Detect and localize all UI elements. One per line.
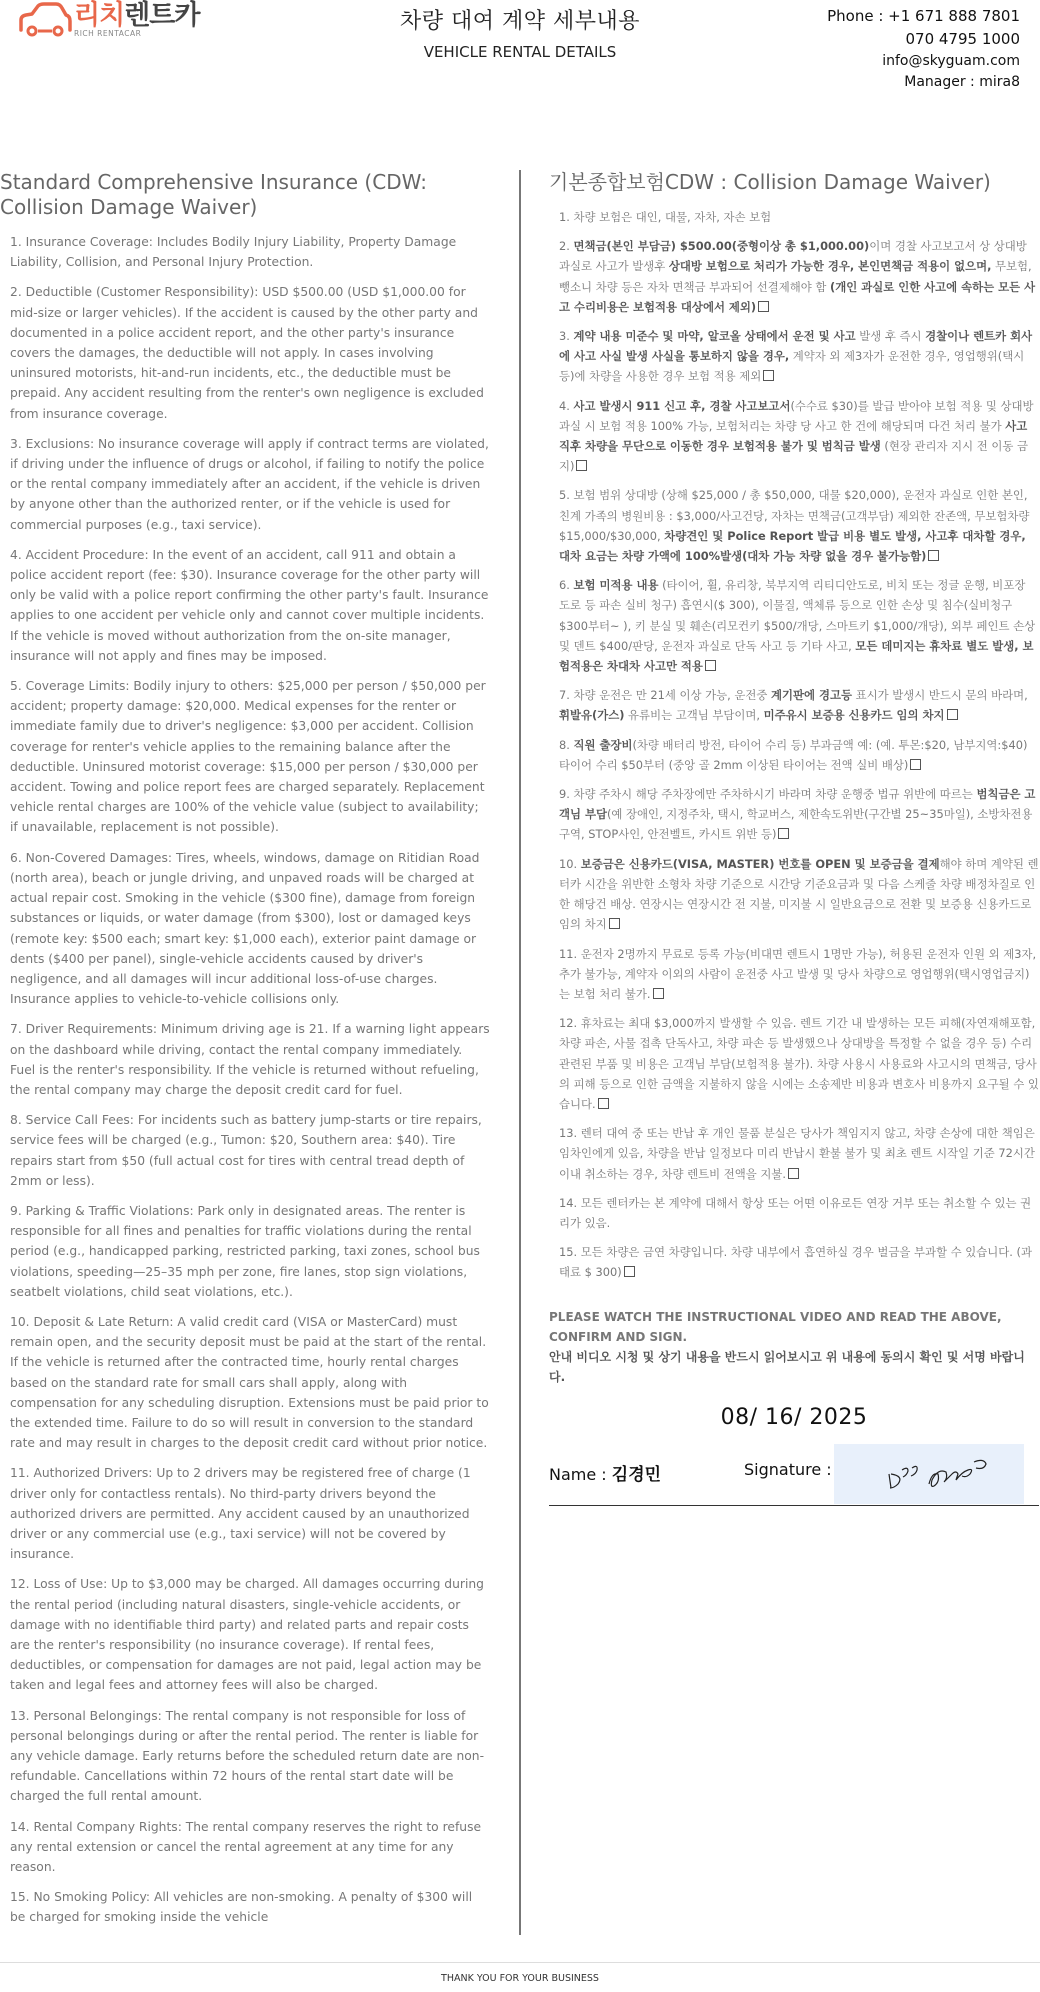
agree-checkbox-11[interactable] [653,988,664,999]
signature-pad[interactable] [834,1444,1024,1504]
en-term-1: 1. Insurance Coverage: Includes Bodily Injury Liability, Property Damage Liability, Collision, and Personal Injury Protection. [10,235,457,270]
agree-checkbox-8[interactable] [910,759,921,770]
car-logo-icon [18,2,72,42]
header [0,0,1040,100]
agree-checkbox-4[interactable] [576,460,587,471]
agree-checkbox-9[interactable] [778,828,789,839]
korean-section-title: 기본종합보험CDW : Collision Damage Waiver) [549,170,991,194]
en-term-3: 3. Exclusions: No insurance coverage will apply if contract terms are violated, if driving under the influence of drugs or alcohol, if failing to notify the police or the rental company immediately after an accident, if the vehicle is driven by anyone other than the authorized renter, or if the vehicle is used for commercial purposes (e.g., taxi service). [10,436,489,532]
footer-divider [0,1962,1040,1963]
signature-label: Signature : [744,1459,832,1479]
en-term-4: 4. Accident Procedure: In the event of an accident, call 911 and obtain a police accident report (fee: $30). Insurance coverage for the other party will only be valid with a police report confirming the other party's fault. Insurance applies to one accident per vehicle only and cannot cover multiple incidents. If the vehicle is moved without authorization from the on-site manager, insurance will not apply and fines may be imposed. [10,547,489,663]
agree-checkbox-6[interactable] [705,660,716,671]
en-term-5: 5. Coverage Limits: Bodily injury to others: $25,000 per person / $50,000 per accident; property damage: $20,000. Medical expenses for the renter or immediate family due to driver's negligence: $3,000 per accident. Collision coverage for renter's vehicle applies to the remaining balance after the deductible. Uninsured motorist coverage: $15,000 per person / $30,000 per accident. Towing and police report fees are charged separately. Replacement vehicle rental charges are 100% of the vehicle value (subject to availability; if unavailable, replacement is not possible). [10,679,486,835]
english-section-title: Standard Comprehensive Insurance (CDW: Collision Damage Waiver) [0,170,427,219]
logo-text-en: RICH RENTACAR [74,29,142,38]
en-term-10: 10. Deposit & Late Return: A valid credit card (VISA or MasterCard) must remain open, and the security deposit must be paid at the start of the rental. If the vehicle is returned after the contracted time, hourly rental charges based on the standard rate for small cars shall apply, along with compensation for any scheduling disruption. Extensions must be paid prior to the extended time. Failure to do so will result in conversion to the standard rate and may result in charges to the deposit credit card without prior notice. [10,1314,489,1451]
phone-number: Phone : +1 671 888 7801 [827,7,1020,25]
document-title [320,4,720,61]
en-term-9: 9. Parking & Traffic Violations: Park only in designated areas. The renter is responsible for all fines and penalties for traffic violations during the rental period (e.g., handicapped parking, restricted parking, taxi zones, school bus violations, speeding—25–35 mph per zone, fire lanes, stop sign violations, seatbelt violations, child seat violations, etc.). [10,1203,480,1299]
en-term-7: 7. Driver Requirements: Minimum driving age is 21. If a warning light appears on the dashboard while driving, contact the rental company immediately. Fuel is the renter's responsibility. If the vehicle is returned without refueling, the rental company may charge the deposit credit card for fuel. [10,1022,490,1097]
name-label: Name : [549,1464,612,1484]
ko-term-6: 6. 보험 미적용 내용 (타이어, 휠, 유리창, 북부지역 리티디안도로, 비치 또는 정글 운행, 비포장 도로 등 파손 실비 청구) 흡연시($ 300), 이물질, 액체류 등으로 인한 손상 및 침수(실비청구 $300부터~ ), 키 분실 및 훼손(리모컨키 $500/개당, 스마트키 $1,000/개당), 외부 페인트 손상 및 덴트 $400/판당, 운전자 과실로 단독 사고 등 기타 사고, 모든 데미지는 휴차료 별도 발생, 보험적용은 차대차 사고만 적용 [559,578,1036,674]
english-terms-column [0,170,490,1938]
en-term-13: 13. Personal Belongings: The rental company is not responsible for loss of personal belongings during or after the rental period. The renter is liable for any vehicle damage. Early returns before the scheduled return date are non-refundable. Cancellations within 72 hours of the rental start date will be charged the full rental amount. [10,1708,485,1804]
ko-term-10: 10. 보증금은 신용카드(VISA, MASTER) 번호를 OPEN 및 보증금을 결제해야 하며 계약된 렌터카 시간을 위반한 소형차 차량 기준으로 시간당 기준요금과 및 다음 스케줄 차량 배정차질로 인한 해당건 배상. 연장시는 연장시간 전 지불, 미지불 시 일반요금으로 전환 및 보증용 신용카드로 임의 차지 [559,856,1039,932]
en-term-14: 14. Rental Company Rights: The rental company reserves the right to refuse any rental extension or cancel the rental agreement at any time for any reason. [10,1819,482,1875]
agree-checkbox-7[interactable] [947,709,958,720]
contract-date: 08/ 16/ 2025 [720,1404,868,1430]
ko-term-9: 9. 차량 주차시 해당 주차장에만 주차하시기 바라며 차량 운행중 법규 위반에 따르는 범칙금은 고객님 부담(예 장애인, 지정주차, 택시, 학교버스, 제한속도위반(구간별 25~35마일), 소방차전용 구역, STOP사인, 안전벨트, 카시트 위반 등) [559,787,1036,842]
ko-term-4: 4. 사고 발생시 911 신고 후, 경찰 사고보고서(수수료 $30)를 발급 받아야 보험 적용 및 상대방 과실 시 보험 적용 100% 가능, 보험처리는 차량 당 사고 한 건에 해당되며 다건 처리 불가 사고 직후 차량을 무단으로 이동한 경우 보험적용 불가 및 범칙금 발생 (현장 관리자 지시 전 이동 금지) [559,398,1034,474]
ko-term-1: 1. 차량 보험은 대인, 대물, 자차, 자손 보험 [559,210,772,224]
instruction-korean: 안내 비디오 시청 및 상기 내용을 반드시 읽어보시고 위 내용에 동의시 확인 및 서명 바랍니다. [549,1349,1025,1384]
phone-number-2: 070 4795 1000 [905,30,1020,48]
handwritten-signature-icon [834,1444,1024,1504]
en-term-15: 15. No Smoking Policy: All vehicles are non-smoking. A penalty of $300 will be charged for smoking inside the vehicle [10,1890,473,1925]
korean-terms-column [549,170,1039,1506]
ko-term-8: 8. 직원 출장비(차량 배터리 방전, 타이어 수리 등) 부과금액 예: (예. 투몬:$20, 남부지역:$40) 타이어 수리 $50부터 (중앙 골 2mm 이상된 타이어는 전액 실비 배상) [559,737,1028,772]
ko-term-15: 15. 모든 차량은 금연 차량입니다. 차량 내부에서 흡연하실 경우 벌금을 부과할 수 있습니다. (과태료 $ 300) [559,1245,1032,1280]
instruction-notice [549,1307,1039,1387]
column-divider [519,170,521,1935]
en-term-8: 8. Service Call Fees: For incidents such as battery jump-starts or tire repairs, service fees will be charged (e.g., Tumon: $20, Southern area: $40). Tire repairs start from $50 (full actual cost for tires with central tread depth of 2mm or less). [10,1113,482,1188]
email-address: info@skyguam.com [882,53,1020,69]
english-terms-list [0,232,490,1928]
manager-name: Manager : mira8 [904,74,1020,90]
ko-term-5: 5. 보험 범위 상대방 (상해 $25,000 / 총 $50,000, 대물 $20,000), 운전자 과실로 인한 본인, 친계 가족의 병원비용 : $3,000/사고건당, 자차는 면책금(고객부담) 제외한 잔존액, 무보험차량 $15,000/$30,000, 차량견인 및 Police Report 발급 비용 별도 발생, 사고후 대차할 경우, 대차 요금는 차량 가액에 100%발생(대차 가능 차량 없을 경우 불가능함) [559,488,1030,564]
ko-term-3: 3. 계약 내용 미준수 및 마약, 알코올 상태에서 운전 및 사고 발생 후 즉시 경찰이나 렌트카 회사에 사고 사실 발생 사실을 통보하지 않을 경우, 계약자 외 제3자가 운전한 경우, 영업행위(택시 등)에 차량을 사용한 경우 보험 적용 제외 [559,329,1033,384]
ko-term-12: 12. 휴차료는 최대 $3,000까지 발생할 수 있음. 렌트 기간 내 발생하는 모든 피해(자연재해포함, 차량 파손, 사물 접촉 단독사고, 차량 파손 등 발생했으나 상대방을 특정할 수 없을 경우 등) 수리 관련된 부품 및 비용은 고객님 부담(보험적용 불가). 차량 사용시 사용료와 사고시의 면책금, 당사의 피해 등으로 인한 금액을 지불하지 않을 시에는 소송제반 비용과 변호사 비용까지 요구될 수 있습니다. [559,1016,1039,1111]
logo-text-ko-b: 렌트카 [124,0,200,31]
agree-checkbox-12[interactable] [598,1098,609,1109]
ko-term-11: 11. 운전자 2명까지 무료로 등록 가능(비대면 렌트시 1명만 가능), 허용된 운전자 인원 외 제3자, 추가 불가능, 계약자 이외의 사람이 운전중 사고 발생 및 당사 차량으로 영업행위(택시영업금지)는 보험 처리 불가. [559,946,1037,1001]
instruction-english: PLEASE WATCH THE INSTRUCTIONAL VIDEO AND READ THE ABOVE, CONFIRM AND SIGN. [549,1309,1002,1344]
customer-name: 김경민 [611,1464,662,1485]
en-term-2: 2. Deductible (Customer Responsibility): USD $500.00 (USD $1,000.00 for mid-size or larger vehicles). If the accident is caused by the other party and documented in a police accident report, and the other party's insurance covers the damages, the deductible will not apply. In cases involving uninsured motorists, hit-and-run incidents, etc., the deductible must be prepaid. Any accident resulting from the renter's own negligence is excluded from insurance coverage. [10,285,484,421]
ko-term-2: 2. 면책금(본인 부담금) $500.00(중형이상 총 $1,000.00)이며 경찰 사고보고서 상 상대방 과실로 사고가 발생후 상대방 보험으로 처리가 가능한 경우, 본인면책금 적용이 없으며, 무보험, 뺑소니 차량 등은 자차 면책금 부과되어 선결제해야 함 (개인 과실로 인한 사고에 속하는 모든 사고 수리비용은 보험적용 대상에서 제외) [559,239,1036,314]
en-term-12: 12. Loss of Use: Up to $3,000 may be charged. All damages occurring during the rental period (including natural disasters, single-vehicle accidents, or damage with no identifiable third party) and related parts and repair costs are the renter's responsibility (no insurance coverage). If rental fees, deductibles, or compensation for damages are not paid, legal action may be taken and legal fees and attorney fees will also be charged. [10,1577,484,1693]
agree-checkbox-13[interactable] [788,1168,799,1179]
ko-term-7: 7. 차량 운전은 만 21세 이상 가능, 운전중 계기판에 경고등 표시가 발생시 반드시 문의 바라며, 휘발유(가스) 유류비는 고객님 부담이며, 미주유시 보증용 신용카드 임의 차지 [559,688,1028,723]
title-english: VEHICLE RENTAL DETAILS [423,43,617,61]
company-logo [18,2,199,42]
contact-info [827,5,1020,93]
en-term-6: 6. Non-Covered Damages: Tires, wheels, windows, damage on Ritidian Road (north area), beach or jungle driving, and unpaved roads will be charged at actual repair cost. Smoking in the vehicle ($300 fine), damage from foreign substances or liquids, or water damage (from $300), lost or damaged keys (remote key: $500 each; smart key: $1,000 each), exterior paint damage or dents ($400 per panel), single-vehicle accidents caused by driver's negligence, and all damages will incur additional loss-of-use charges. Insurance applies to vehicle-to-vehicle collisions only. [10,850,480,1007]
agree-checkbox-3[interactable] [763,370,774,381]
signature-row [549,1444,1039,1506]
ko-term-13: 13. 렌터 대여 중 또는 반납 후 개인 물품 분실은 당사가 책임지지 않고, 차량 손상에 대한 책임은 임차인에게 있음, 차량을 반납 일정보다 미리 반납시 환불 불가 및 최초 렌트 시작일 기준 72시간 이내 취소하는 경우, 차량 렌트비 전액을 지불. [559,1126,1035,1181]
ko-term-14: 14. 모든 렌터카는 본 계약에 대해서 항상 또는 어떤 이유로든 연장 거부 또는 취소할 수 있는 권리가 있음. [559,1195,1032,1230]
agree-checkbox-2[interactable] [758,301,769,312]
footer-text: THANK YOU FOR YOUR BUSINESS [441,1973,599,1984]
agree-checkbox-10[interactable] [609,918,620,929]
title-korean: 차량 대여 계약 세부내용 [399,9,640,34]
agree-checkbox-15[interactable] [624,1266,635,1277]
logo-text-ko-a: 리치 [74,0,125,31]
en-term-11: 11. Authorized Drivers: Up to 2 drivers may be registered free of charge (1 driver only for contactless rentals). No third-party drivers beyond the authorized drivers are permitted. Any accident caused by an unauthorized driver or any commercial use (e.g., taxi service) will not be covered by insurance. [10,1466,471,1562]
name-field [549,1460,661,1485]
agree-checkbox-5[interactable] [928,550,939,561]
